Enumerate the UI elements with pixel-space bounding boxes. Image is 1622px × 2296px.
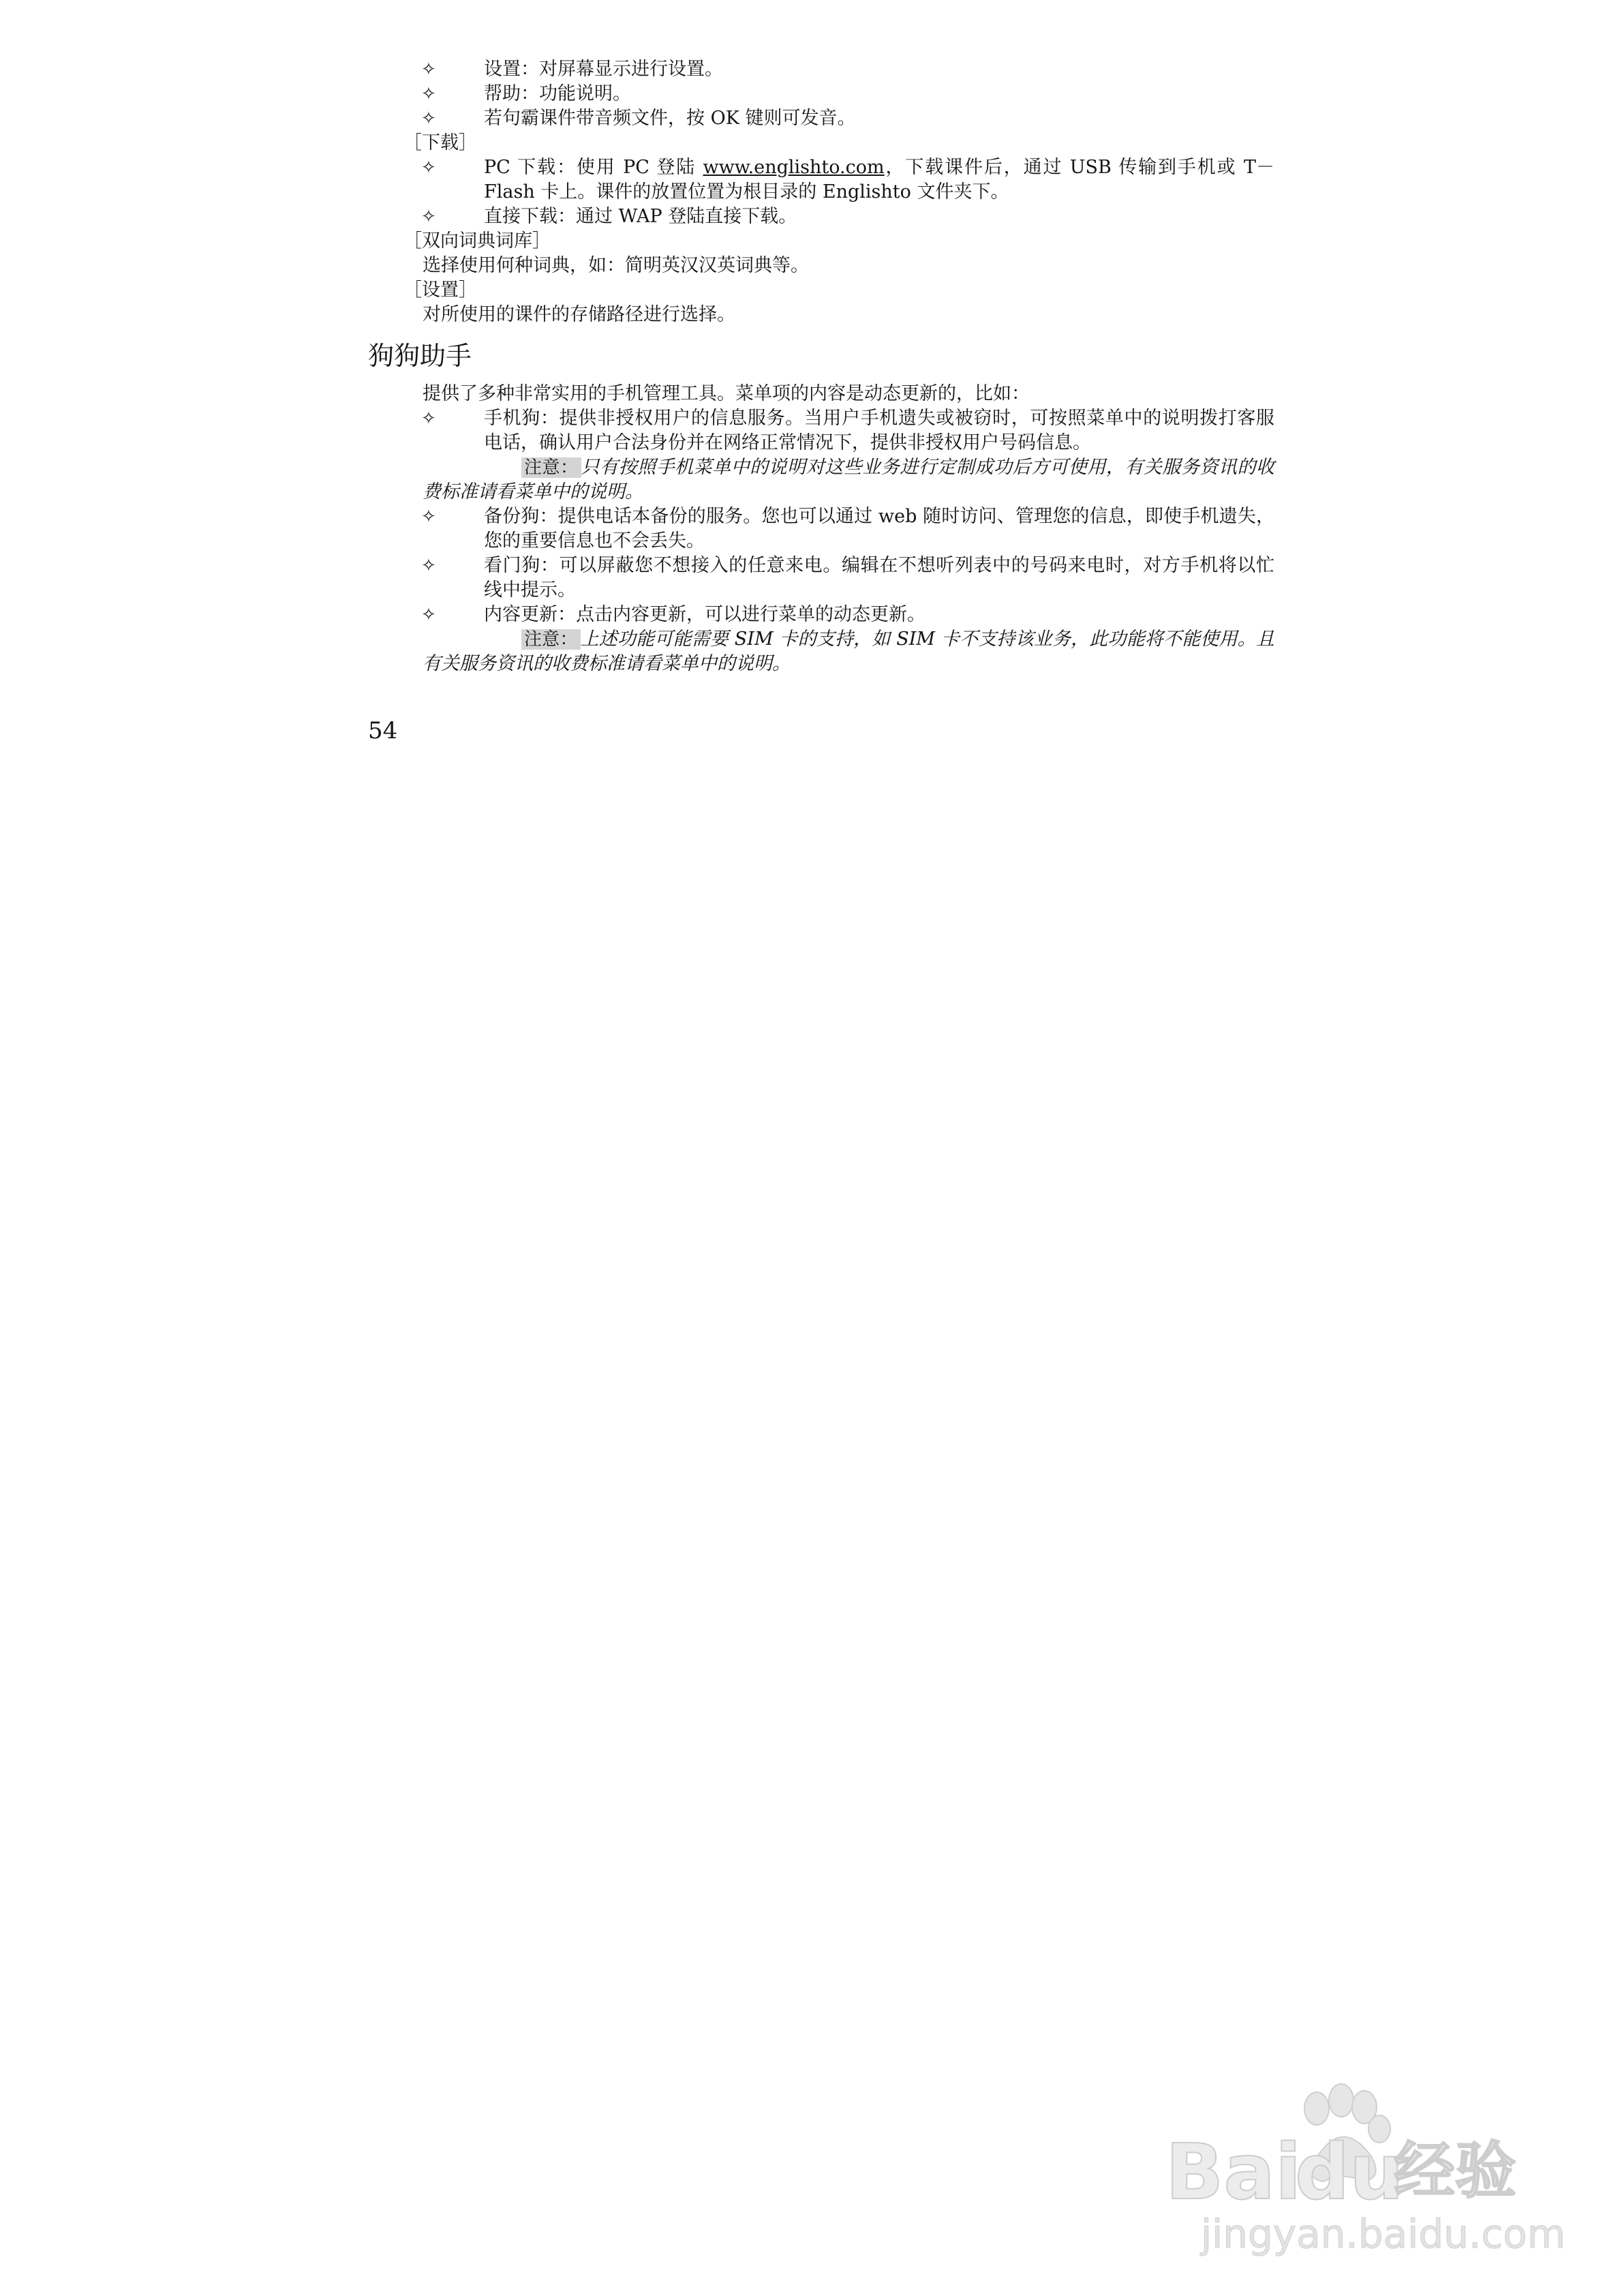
bullet-icon: ✧: [421, 108, 436, 129]
direct-download-text: 直接下载：通过 WAP 登陆直接下载。: [484, 206, 797, 227]
pc-download-text-cont: ，下载课件后，通过 USB 传输到手机或 T－Flash 卡上。课件的放置位置为根目录的 Englishto 文件夹下。: [484, 157, 1274, 202]
audio-item-text: 若句霸课件带音频文件，按 OK 键则可发音。: [484, 108, 856, 129]
bullet-icon: ✧: [421, 84, 436, 104]
note-text: 上述功能可能需要 SIM 卡的支持，如 SIM 卡不支持该业务，此功能将不能使用。且有关服务资讯的收费标准请看菜单中的说明。: [423, 629, 1274, 674]
note-paragraph: [368, 455, 1274, 504]
watermark-brand: Bai: [1165, 2128, 1302, 2217]
baidu-jingyan-watermark: [1159, 2069, 1581, 2260]
englishto-link[interactable]: www.englishto.com: [703, 157, 885, 178]
bullet-icon: ✧: [421, 605, 436, 625]
bullet-icon: ✧: [421, 507, 436, 527]
list-item: [368, 82, 1274, 106]
watermark-brand-du: du: [1295, 2128, 1404, 2217]
section-heading: 狗狗助手: [368, 341, 472, 371]
watermark-brand-cn: 经验: [1394, 2135, 1516, 2207]
watch-dog-text: 看门狗：可以屏蔽您不想接入的任意来电。编辑在不想听列表中的号码来电时，对方手机将以忙线中提示。: [484, 555, 1274, 601]
phone-dog-text: 手机狗：提供非授权用户的信息服务。当用户手机遗失或被窃时，可按照菜单中的说明拨打客服电话，确认用户合法身份并在网络正常情况下，提供非授权用户号码信息。: [484, 408, 1274, 453]
settings-section-title: ［设置］: [403, 280, 477, 301]
list-item: [368, 504, 1274, 554]
download-section-title: ［下载］: [403, 132, 477, 153]
content-update-text: 内容更新：点击内容更新，可以进行菜单的动态更新。: [484, 604, 925, 625]
list-item: [368, 554, 1274, 603]
settings-item-text: 设置：对屏幕显示进行设置。: [484, 59, 723, 80]
page-number: 54: [368, 717, 398, 744]
note-label: 注意：: [521, 629, 581, 650]
list-item: [368, 205, 1274, 229]
document-body: [368, 57, 1274, 676]
help-item-text: 帮助：功能说明。: [484, 83, 631, 104]
bullet-icon: ✧: [421, 556, 436, 576]
settings-description: 对所使用的课件的存储路径进行选择。: [423, 304, 735, 325]
intro-paragraph: 提供了多种非常实用的手机管理工具。菜单项的内容是动态更新的，比如：: [423, 383, 1030, 404]
pc-download-text: PC 下载：使用 PC 登陆: [484, 157, 703, 178]
list-item: [368, 155, 1274, 205]
list-item: [368, 106, 1274, 131]
note-text: 只有按照手机菜单中的说明对这些业务进行定制成功后方可使用，有关服务资讯的收费标准请看菜单中的说明。: [423, 457, 1274, 502]
note-paragraph: [368, 627, 1274, 676]
bullet-icon: ✧: [421, 408, 436, 429]
bullet-icon: ✧: [421, 59, 436, 80]
dictionary-section-title: ［双向词典词库］: [403, 230, 551, 252]
list-item: [368, 603, 1274, 627]
note-label: 注意：: [521, 457, 581, 478]
bullet-icon: ✧: [421, 207, 436, 227]
dictionary-description: 选择使用何种词典，如：简明英汉汉英词典等。: [423, 255, 809, 276]
list-item: [368, 406, 1274, 455]
watermark-url: jingyan.baidu.com: [1201, 2211, 1566, 2257]
bullet-icon: ✧: [421, 157, 436, 178]
backup-dog-text: 备份狗：提供电话本备份的服务。您也可以通过 web 随时访问、管理您的信息，即使手机遗失，您的重要信息也不会丢失。: [484, 506, 1274, 552]
list-item: [368, 57, 1274, 82]
